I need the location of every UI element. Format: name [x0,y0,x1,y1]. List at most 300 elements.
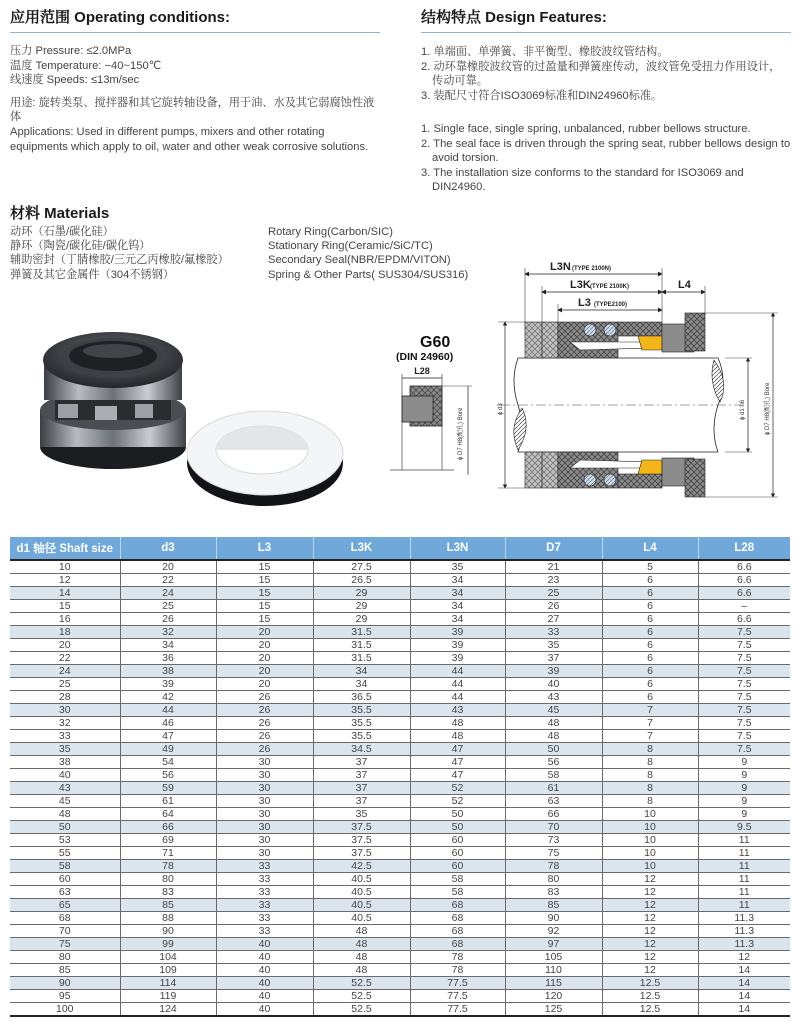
material-cn: 动环（石墨/碳化硅） [10,226,114,238]
temperature-line: 温度 Temperature: −40~150℃ [10,59,162,72]
table-row [10,587,790,600]
cell-l4: 6 [602,613,698,626]
cell-l3k: 37 [313,795,410,808]
table-row [10,717,790,730]
cell-l3n: 78 [410,951,505,964]
cell-d7: 37 [505,652,602,665]
cell-l4: 6 [602,639,698,652]
cell-d3: 78 [120,860,216,873]
design-features-title: 结构特点 Design Features: [421,9,607,26]
cell-l3n: 47 [410,769,505,782]
cell-l3k: 34.5 [313,743,410,756]
seal-section-drawing [490,250,800,515]
cell-d3: 90 [120,925,216,938]
material-row [10,225,510,239]
section-divider [421,32,791,33]
cell-l3n: 77.5 [410,990,505,1003]
cell-l3n: 48 [410,717,505,730]
d1-label: ϕ d1 h6 [740,399,746,420]
cell-d3: 69 [120,834,216,847]
d7-label: ϕ D7 H8(配孔) Bore [765,382,771,435]
cell-l3k: 52.5 [313,1003,410,1017]
cell-l3: 15 [216,560,313,574]
col-header-l3n: L3N [410,537,505,560]
cell-shaft-size: 95 [10,990,120,1003]
cell-l4: 12.5 [602,990,698,1003]
cell-l28: 11.3 [698,925,790,938]
cell-l4: 6 [602,678,698,691]
cell-l3k: 40.5 [313,886,410,899]
cell-l28: 14 [698,990,790,1003]
col-header-shaft-size: d1 轴径 Shaft size [10,537,120,560]
cell-l28: 7.5 [698,691,790,704]
cell-l3n: 35 [410,560,505,574]
cell-l28: 6.6 [698,613,790,626]
cell-l3n: 43 [410,704,505,717]
cell-l28: 7.5 [698,626,790,639]
table-row [10,860,790,873]
usage-cn: 用途: 旋转类泵、搅拌器和其它旋转轴设备，用于油、水及其它弱腐蚀性液体 [10,96,375,124]
col-header-l28: L28 [698,537,790,560]
cell-l3n: 50 [410,808,505,821]
cell-l3k: 31.5 [313,639,410,652]
cell-l3k: 31.5 [313,626,410,639]
cell-shaft-size: 16 [10,613,120,626]
cell-d3: 25 [120,600,216,613]
cell-l3: 40 [216,990,313,1003]
cell-l4: 12 [602,938,698,951]
cell-l3: 33 [216,860,313,873]
col-header-d7: D7 [505,537,602,560]
model-standard: (DIN 24960) [396,351,454,363]
cell-l3: 26 [216,717,313,730]
cell-shaft-size: 85 [10,964,120,977]
cell-l4: 7 [602,704,698,717]
cell-d3: 49 [120,743,216,756]
cell-shaft-size: 20 [10,639,120,652]
cell-shaft-size: 32 [10,717,120,730]
cell-l28: 11.3 [698,912,790,925]
cell-l3k: 29 [313,613,410,626]
cell-shaft-size: 25 [10,678,120,691]
cell-l3: 33 [216,912,313,925]
cell-d7: 63 [505,795,602,808]
pressure-line: 压力 Pressure: ≤2.0MPa [10,45,132,57]
cell-d3: 34 [120,639,216,652]
design-feature-cn: 2. 动环靠橡胶波纹管的过盈量和弹簧座传动，波纹管免受扭力作用设计，传动可靠。 [421,60,781,88]
l4-label: L4 [678,279,691,291]
rotary-seal-unit [40,332,186,469]
cell-l3n: 60 [410,847,505,860]
cell-l3k: 48 [313,925,410,938]
cell-l3k: 42.5 [313,860,410,873]
cell-d7: 40 [505,678,602,691]
cell-l3n: 34 [410,587,505,600]
table-row [10,769,790,782]
cell-l3k: 40.5 [313,899,410,912]
material-en: Stationary Ring(Ceramic/SiC/TC) [268,240,433,253]
table-row [10,756,790,769]
col-header-l3k: L3K [313,537,410,560]
cell-l28: 11 [698,860,790,873]
cell-d3: 104 [120,951,216,964]
cell-l3k: 26.5 [313,574,410,587]
cell-l3n: 77.5 [410,977,505,990]
cell-d7: 50 [505,743,602,756]
design-feature-en: 1. Single face, single spring, unbalanced, rubber bellows structure. [421,123,751,135]
cell-l3: 40 [216,951,313,964]
cell-l3n: 44 [410,678,505,691]
l3k-label: L3K [570,279,591,291]
cell-d7: 25 [505,587,602,600]
cell-shaft-size: 28 [10,691,120,704]
cell-l3: 30 [216,756,313,769]
cell-l3n: 39 [410,626,505,639]
cell-l3k: 52.5 [313,977,410,990]
cell-l3: 30 [216,782,313,795]
cell-d7: 83 [505,886,602,899]
table-row [10,912,790,925]
cell-l28: 7.5 [698,704,790,717]
cell-shaft-size: 33 [10,730,120,743]
cell-l3n: 48 [410,730,505,743]
col-header-l4: L4 [602,537,698,560]
cell-d3: 22 [120,574,216,587]
cell-l3k: 35.5 [313,704,410,717]
cell-l3n: 58 [410,873,505,886]
cell-l28: 11 [698,873,790,886]
cell-d3: 44 [120,704,216,717]
cell-l3: 26 [216,743,313,756]
design-feature-en: 2. The seal face is driven through the spring seat, rubber bellows design to avoid torsion. [421,137,791,165]
table-row [10,665,790,678]
cell-d7: 56 [505,756,602,769]
cell-d3: 26 [120,613,216,626]
cell-d7: 75 [505,847,602,860]
cell-d3: 124 [120,1003,216,1017]
cell-d3: 46 [120,717,216,730]
cell-l28: 14 [698,977,790,990]
cell-l3k: 48 [313,938,410,951]
cell-d7: 48 [505,730,602,743]
cell-l4: 6 [602,587,698,600]
table-row [10,795,790,808]
cell-l4: 8 [602,782,698,795]
cell-l3k: 37 [313,782,410,795]
cell-l3k: 29 [313,587,410,600]
cell-l4: 12.5 [602,1003,698,1017]
cell-l3n: 50 [410,821,505,834]
cell-l3k: 35 [313,808,410,821]
cell-l3n: 78 [410,964,505,977]
cell-l4: 7 [602,730,698,743]
cell-d7: 35 [505,639,602,652]
cell-l28: 6.6 [698,574,790,587]
cell-d3: 109 [120,964,216,977]
table-header-row [10,537,790,560]
cell-l3k: 29 [313,600,410,613]
cell-shaft-size: 18 [10,626,120,639]
cell-l3k: 27.5 [313,560,410,574]
cell-l3: 15 [216,600,313,613]
cell-d3: 83 [120,886,216,899]
cell-l4: 7 [602,717,698,730]
cell-l28: 9 [698,782,790,795]
cell-l28: 11.3 [698,938,790,951]
cell-l3n: 68 [410,899,505,912]
cell-d7: 90 [505,912,602,925]
cell-l3k: 35.5 [313,717,410,730]
l3n-type-label: (TYPE 2100N) [572,266,612,272]
l3-type-label: (TYPE2100) [594,302,628,308]
cell-l4: 6 [602,626,698,639]
speed-line: 线速度 Speeds: ≤13m/sec [10,74,140,87]
table-row [10,639,790,652]
cell-shaft-size: 55 [10,847,120,860]
cell-d3: 64 [120,808,216,821]
cell-d7: 21 [505,560,602,574]
cell-l3k: 37 [313,756,410,769]
cell-d7: 26 [505,600,602,613]
table-row [10,990,790,1003]
l3-label: L3 [578,297,591,309]
cell-l3n: 47 [410,756,505,769]
cell-d7: 48 [505,717,602,730]
cell-l3: 30 [216,821,313,834]
cell-l3: 30 [216,834,313,847]
cell-l4: 10 [602,821,698,834]
cell-l3: 40 [216,938,313,951]
cell-shaft-size: 30 [10,704,120,717]
cell-d3: 61 [120,795,216,808]
rotary-face-upper [638,336,662,350]
l3n-label: L3N [550,261,571,273]
material-row [10,253,510,267]
cell-shaft-size: 15 [10,600,120,613]
cell-d7: 33 [505,626,602,639]
seal-assembly-upper [525,313,705,358]
cell-d3: 71 [120,847,216,860]
cell-shaft-size: 10 [10,560,120,574]
cell-l28: 7.5 [698,639,790,652]
cell-d3: 47 [120,730,216,743]
cell-d7: 92 [505,925,602,938]
cell-l3: 33 [216,886,313,899]
cell-l4: 6 [602,652,698,665]
cell-l4: 10 [602,834,698,847]
table-row [10,886,790,899]
cell-l3n: 34 [410,574,505,587]
cell-l3: 33 [216,899,313,912]
cell-shaft-size: 35 [10,743,120,756]
rotary-face-lower [638,460,662,474]
operating-conditions-title: 应用范围 Operating conditions: [10,9,230,26]
cell-l4: 8 [602,756,698,769]
cell-l3k: 48 [313,964,410,977]
cell-d7: 45 [505,704,602,717]
cell-l4: 12 [602,886,698,899]
cell-l3: 20 [216,639,313,652]
cell-d7: 61 [505,782,602,795]
cell-l4: 12 [602,912,698,925]
cell-shaft-size: 38 [10,756,120,769]
cell-l3: 30 [216,847,313,860]
cell-l3k: 34 [313,678,410,691]
cell-l28: 9.5 [698,821,790,834]
l3k-type-label: (TYPE 2100K) [590,284,630,290]
cell-l28: 7.5 [698,730,790,743]
cell-l4: 8 [602,769,698,782]
cell-l3n: 34 [410,613,505,626]
cell-d7: 97 [505,938,602,951]
cell-l4: 10 [602,847,698,860]
cell-l4: 12 [602,951,698,964]
cell-l4: 6 [602,574,698,587]
cell-l3n: 39 [410,652,505,665]
table-row [10,626,790,639]
cell-l3k: 36.5 [313,691,410,704]
cell-shaft-size: 22 [10,652,120,665]
cell-d3: 24 [120,587,216,600]
cell-l3: 26 [216,691,313,704]
material-row [10,268,510,282]
cell-d7: 70 [505,821,602,834]
cell-l3k: 40.5 [313,912,410,925]
cell-d3: 99 [120,938,216,951]
cell-shaft-size: 43 [10,782,120,795]
cell-l3: 33 [216,925,313,938]
cell-l3k: 37 [313,769,410,782]
cell-l28: 14 [698,964,790,977]
cell-d7: 125 [505,1003,602,1017]
cell-shaft-size: 60 [10,873,120,886]
table-row [10,873,790,886]
cell-shaft-size: 45 [10,795,120,808]
design-features-cn-list [421,45,791,103]
cell-l3: 40 [216,964,313,977]
cell-shaft-size: 50 [10,821,120,834]
table-row [10,560,790,574]
materials-title: 材料 Materials [10,205,110,222]
cell-l4: 6 [602,691,698,704]
cell-l3: 15 [216,574,313,587]
cell-l28: 11 [698,847,790,860]
table-row [10,808,790,821]
cell-d7: 85 [505,899,602,912]
cell-l28: 6.6 [698,587,790,600]
table-row [10,730,790,743]
table-row [10,938,790,951]
cell-shaft-size: 48 [10,808,120,821]
cell-d7: 115 [505,977,602,990]
d3-label: ϕ d3 [498,403,504,415]
cell-l28: 9 [698,756,790,769]
cell-d7: 110 [505,964,602,977]
material-en: Spring & Other Parts( SUS304/SUS316) [268,268,469,281]
cell-l3: 26 [216,730,313,743]
cell-l28: – [698,600,790,613]
cell-l28: 7.5 [698,717,790,730]
cell-l28: 7.5 [698,678,790,691]
cell-shaft-size: 58 [10,860,120,873]
seal-assembly-lower [525,452,705,497]
material-cn: 辅助密封（丁腈橡胶/三元乙丙橡胶/氟橡胶） [10,254,229,267]
table-row [10,652,790,665]
product-photo [0,300,380,530]
operating-conditions-block [10,44,385,154]
cell-l3: 20 [216,678,313,691]
material-cn: 弹簧及其它金属件（304不锈钢） [10,268,175,281]
cell-l28: 14 [698,1003,790,1017]
l28-label: L28 [414,366,430,376]
cell-l3k: 52.5 [313,990,410,1003]
cell-l3: 20 [216,652,313,665]
cell-d7: 73 [505,834,602,847]
cell-l3n: 58 [410,886,505,899]
cell-l3: 30 [216,808,313,821]
cell-l3: 15 [216,613,313,626]
cell-d3: 32 [120,626,216,639]
cell-d7: 39 [505,665,602,678]
table-row [10,613,790,626]
cell-l28: 9 [698,808,790,821]
material-en: Rotary Ring(Carbon/SIC) [268,226,393,238]
section-divider [10,32,380,33]
design-feature-en: 3. The installation size conforms to the standard for ISO3069 and DIN24960. [421,166,744,194]
cell-l3n: 52 [410,782,505,795]
cell-d7: 27 [505,613,602,626]
table-row [10,743,790,756]
table-row [10,678,790,691]
cell-l4: 12.5 [602,977,698,990]
cell-shaft-size: 40 [10,769,120,782]
cell-l3k: 40.5 [313,873,410,886]
cell-l28: 9 [698,769,790,782]
cell-l3n: 47 [410,743,505,756]
cell-d3: 85 [120,899,216,912]
design-feature-cn: 1. 单端面、单弹簧、非平衡型、橡胶波纹管结构。 [421,46,669,58]
table-row [10,821,790,834]
cell-l3: 20 [216,626,313,639]
cell-d3: 39 [120,678,216,691]
cell-d3: 54 [120,756,216,769]
material-cn: 静环（陶瓷/碳化硅/碳化钨） [10,240,151,253]
cell-d3: 119 [120,990,216,1003]
cell-d3: 38 [120,665,216,678]
cell-l3k: 35.5 [313,730,410,743]
table-row [10,964,790,977]
cell-l4: 12 [602,899,698,912]
table-row [10,977,790,990]
cell-shaft-size: 24 [10,665,120,678]
table-row [10,925,790,938]
cell-l3n: 34 [410,600,505,613]
cell-shaft-size: 63 [10,886,120,899]
cell-l3: 40 [216,1003,313,1017]
cell-d3: 80 [120,873,216,886]
cell-l4: 8 [602,795,698,808]
table-row [10,899,790,912]
d7-label: ϕ D7 H8(配孔) Bore [458,407,464,460]
table-row [10,574,790,587]
cell-shaft-size: 70 [10,925,120,938]
cell-l4: 12 [602,873,698,886]
cell-l3: 30 [216,795,313,808]
cell-d3: 88 [120,912,216,925]
table-row [10,847,790,860]
cell-l3n: 44 [410,665,505,678]
cell-shaft-size: 90 [10,977,120,990]
